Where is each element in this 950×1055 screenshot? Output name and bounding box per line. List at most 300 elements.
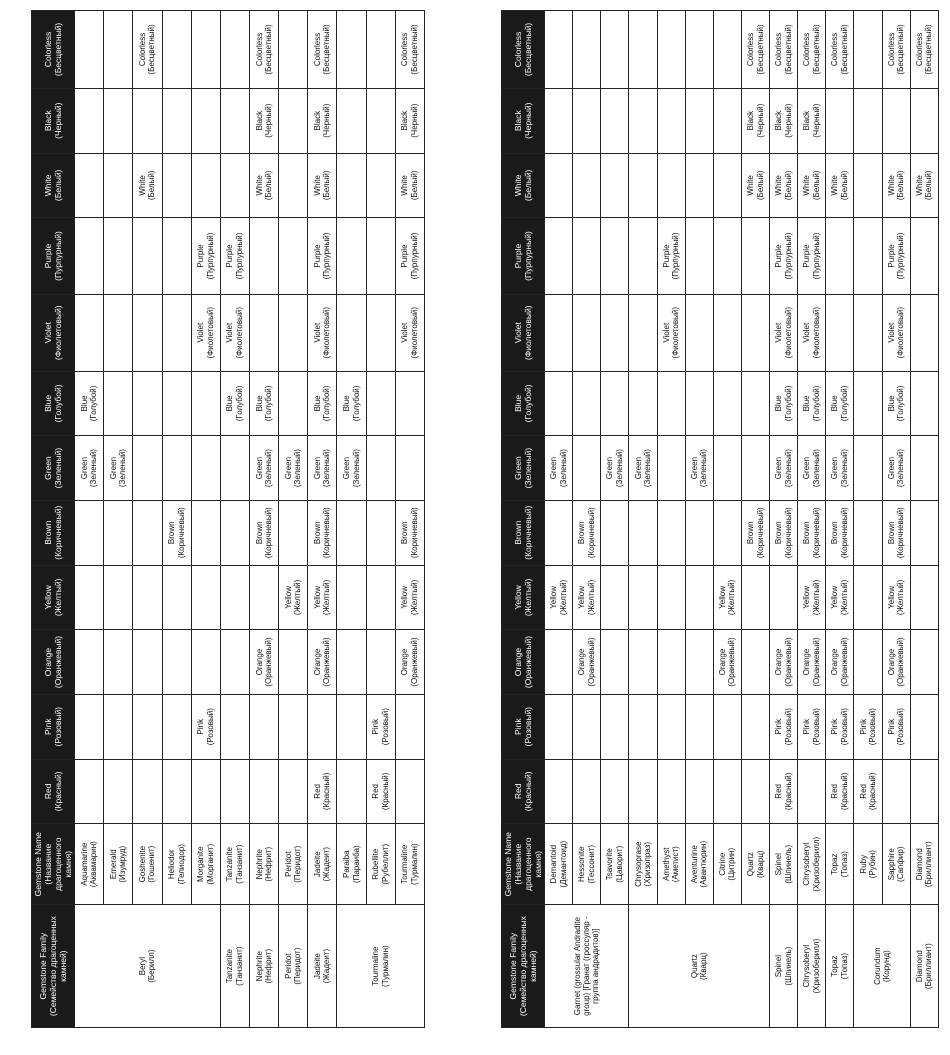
color-cell <box>629 630 657 695</box>
gemstone-name-translation: (Гессонит) <box>586 844 596 884</box>
color-name: Violet <box>886 322 896 343</box>
table-row <box>308 11 337 1028</box>
color-name: Pink <box>802 718 812 735</box>
color-name: Green <box>633 456 643 480</box>
table-row <box>685 11 713 1028</box>
color-cell <box>545 88 573 153</box>
color-name-translation: (Бесцветный) <box>896 24 906 75</box>
color-cell <box>854 630 882 695</box>
color-cell <box>826 759 854 824</box>
color-name: Black <box>746 110 756 131</box>
color-cell <box>882 694 910 759</box>
color-name-translation: (Белый) <box>839 170 849 201</box>
column-header <box>32 565 75 630</box>
column-header-translation: (Оранжевый) <box>523 635 534 689</box>
color-cell <box>220 500 249 565</box>
color-cell <box>162 88 191 153</box>
color-cell <box>545 565 573 630</box>
color-cell <box>910 694 938 759</box>
gemstone-family-name: Chrysoberyl <box>802 944 812 988</box>
color-name-translation: (Оранжевый) <box>783 637 793 687</box>
color-cell <box>573 294 601 371</box>
color-cell <box>337 436 366 501</box>
color-name-translation: (Коричневый) <box>586 507 596 559</box>
color-name: Brown <box>577 521 587 545</box>
color-cell <box>250 565 279 630</box>
color-cell <box>826 565 854 630</box>
column-header-label: Violet <box>43 322 54 344</box>
gemstone-name-cell <box>601 824 629 905</box>
color-cell <box>685 759 713 824</box>
gemstone-name-translation: (Хризоберилл) <box>811 836 821 892</box>
gemstone-name-cell <box>713 824 741 905</box>
color-name-translation: (Оранжевый) <box>811 637 821 687</box>
color-cell <box>75 153 104 218</box>
header-row <box>502 11 545 1028</box>
gemstone-name-cell <box>162 824 191 905</box>
column-header <box>502 630 545 695</box>
color-name: Brown <box>167 521 177 545</box>
color-name: Yellow <box>283 585 293 609</box>
color-name: Yellow <box>577 585 587 609</box>
color-name-translation: (Зеленый) <box>89 449 99 488</box>
color-name-translation: (Желтый) <box>558 579 568 616</box>
gemstone-name-cell <box>250 824 279 905</box>
column-header-label: Gemstone Family <box>508 932 518 1000</box>
color-name-translation: (Пурпурный) <box>671 232 681 280</box>
color-name-translation: (Розовый) <box>839 708 849 746</box>
column-header-translation: (Желтый) <box>523 578 534 617</box>
color-name-translation: (Пурпурный) <box>896 232 906 280</box>
color-cell <box>279 88 308 153</box>
gemstone-name-cell <box>685 824 713 905</box>
column-header-translation: (Красный) <box>53 771 64 812</box>
gemstone-name-cell <box>337 824 366 905</box>
color-cell <box>162 294 191 371</box>
color-name: Purple <box>312 244 322 268</box>
color-name: Red <box>312 784 322 799</box>
color-name-translation: (Фиолетовый) <box>322 306 332 359</box>
column-header <box>32 630 75 695</box>
color-cell <box>366 218 395 295</box>
color-cell <box>366 759 395 824</box>
color-name-translation: (Черный) <box>264 103 274 138</box>
color-cell <box>308 694 337 759</box>
color-cell <box>545 218 573 295</box>
color-name-translation: (Белый) <box>755 170 765 201</box>
color-name: Purple <box>400 244 410 268</box>
color-cell <box>741 371 769 436</box>
color-cell <box>770 694 798 759</box>
table-row <box>657 11 685 1028</box>
table-row <box>220 11 249 1028</box>
gemstone-name-translation: (Рубеллит) <box>380 843 390 885</box>
table-row <box>910 11 938 1028</box>
color-cell <box>104 218 133 295</box>
color-cell <box>545 694 573 759</box>
color-cell <box>395 436 424 501</box>
color-cell <box>133 694 162 759</box>
gemstone-name-cell <box>770 824 798 905</box>
color-cell <box>910 500 938 565</box>
gemstone-family-translation: (Турмалин) <box>380 945 390 987</box>
color-cell <box>573 11 601 89</box>
color-cell <box>308 294 337 371</box>
table-row <box>854 11 882 1028</box>
color-cell <box>104 371 133 436</box>
gemstone-family-name: Nephrite <box>254 951 264 982</box>
column-header <box>502 371 545 436</box>
column-header-translation: (Зеленый) <box>523 447 534 489</box>
gemstone-family-cell <box>910 905 938 1028</box>
color-name-translation: (Розовый) <box>811 708 821 746</box>
color-cell <box>573 153 601 218</box>
color-cell <box>337 371 366 436</box>
gemstone-family-cell <box>770 905 798 1028</box>
color-name: Black <box>254 110 264 131</box>
gemstone-name: Diamond <box>914 848 924 881</box>
color-cell <box>133 565 162 630</box>
color-cell <box>657 436 685 501</box>
gemstone-name-cell <box>133 824 162 905</box>
color-cell <box>104 88 133 153</box>
header-row <box>32 11 75 1028</box>
gemstone-name: Jadeite <box>312 851 322 878</box>
column-header <box>502 294 545 371</box>
color-name-translation: (Оранжевый) <box>586 637 596 687</box>
color-name: White <box>914 175 924 196</box>
gemstone-name-cell <box>910 824 938 905</box>
color-cell <box>162 565 191 630</box>
color-cell <box>854 759 882 824</box>
color-name: Brown <box>830 521 840 545</box>
color-cell <box>395 630 424 695</box>
color-cell <box>741 88 769 153</box>
gemstone-name-translation: (Кварц) <box>755 850 765 879</box>
color-name-translation: (Зеленый) <box>896 449 906 488</box>
gemstone-name: Tsavorite <box>605 848 615 881</box>
column-header-translation: (Фиолетовый) <box>53 305 64 361</box>
color-cell <box>770 11 798 89</box>
color-name-translation: (Оранжевый) <box>839 637 849 687</box>
gemstone-name-translation: (Жадеит) <box>322 846 332 882</box>
table-row <box>104 11 133 1028</box>
column-header-label: White <box>513 174 524 197</box>
column-header-translation: (Голубой) <box>523 384 534 423</box>
gemstone-name-cell <box>104 824 133 905</box>
color-name: Red <box>371 784 381 799</box>
color-name-translation: (Коричневый) <box>176 507 186 559</box>
color-cell <box>685 294 713 371</box>
color-cell <box>657 759 685 824</box>
color-cell <box>133 500 162 565</box>
color-cell <box>133 294 162 371</box>
color-name: Violet <box>400 322 410 343</box>
color-cell <box>741 218 769 295</box>
color-name: White <box>138 175 148 196</box>
color-cell <box>337 630 366 695</box>
column-header <box>32 694 75 759</box>
color-cell <box>826 500 854 565</box>
color-name-translation: (Розовый) <box>868 708 877 746</box>
column-header-label: Gemstone Name <box>33 832 43 897</box>
color-cell <box>75 759 104 824</box>
color-name-translation: (Бесцветный) <box>264 24 274 75</box>
gemstone-table <box>31 10 425 1028</box>
color-cell <box>573 759 601 824</box>
color-name: Purple <box>196 244 206 268</box>
color-cell <box>337 153 366 218</box>
column-header-translation: (Зеленый) <box>53 447 64 489</box>
color-name: Yellow <box>717 585 727 609</box>
color-cell <box>685 11 713 89</box>
gemstone-family-name: Beryl <box>138 957 148 976</box>
color-cell <box>75 11 104 89</box>
gemstone-family-cell <box>220 905 249 1028</box>
color-name-translation: (Зеленый) <box>839 449 849 488</box>
color-cell <box>573 218 601 295</box>
gemstone-family-cell <box>629 905 770 1028</box>
color-cell <box>629 371 657 436</box>
gemstone-name-translation: (Шпинель) <box>783 844 793 884</box>
color-cell <box>250 759 279 824</box>
gemstone-family-name: Diamond <box>914 950 924 983</box>
color-name-translation: (Зеленый) <box>699 449 709 488</box>
column-header <box>502 759 545 824</box>
color-cell <box>854 153 882 218</box>
color-name-translation: (Пурпурный) <box>205 232 215 280</box>
color-cell <box>279 218 308 295</box>
color-name: White <box>254 175 264 196</box>
column-header-label: Colorless <box>43 31 54 68</box>
column-header-label: Yellow <box>43 585 54 610</box>
table-row <box>366 11 395 1028</box>
column-header <box>502 694 545 759</box>
color-cell <box>685 436 713 501</box>
color-name-translation: (Пурпурный) <box>409 232 419 280</box>
color-name-translation: (Черный) <box>783 103 793 138</box>
color-name-translation: (Фиолетовый) <box>409 306 419 359</box>
column-header <box>502 88 545 153</box>
table-row <box>882 11 910 1028</box>
color-name: Purple <box>802 244 812 268</box>
color-cell <box>573 500 601 565</box>
color-cell <box>191 500 220 565</box>
color-cell <box>220 218 249 295</box>
gemstone-family-name: Corundum <box>872 947 882 985</box>
color-cell <box>191 218 220 295</box>
color-name: Yellow <box>400 585 410 609</box>
gemstone-name-cell <box>279 824 308 905</box>
gemstone-name: Paraiba <box>342 850 352 879</box>
color-cell <box>826 294 854 371</box>
column-header-translation: (Оранжевый) <box>53 635 64 689</box>
color-cell <box>798 218 826 295</box>
color-cell <box>162 218 191 295</box>
gemstone-name-translation: (Аквамарин) <box>89 841 99 888</box>
column-header <box>502 153 545 218</box>
color-cell <box>882 153 910 218</box>
gemstone-name-translation: (Гошенит) <box>147 845 157 883</box>
color-cell <box>910 630 938 695</box>
column-header-label: Purple <box>513 243 524 269</box>
gemstone-family-name: Quartz <box>689 954 699 979</box>
column-header-label: Red <box>43 783 54 800</box>
column-header-translation: (Фиолетовый) <box>523 305 534 361</box>
color-cell <box>798 436 826 501</box>
column-header-label: Pink <box>513 718 524 735</box>
column-header-translation: (Красный) <box>523 771 534 812</box>
color-cell <box>133 759 162 824</box>
color-cell <box>798 759 826 824</box>
color-cell <box>657 218 685 295</box>
color-cell <box>910 371 938 436</box>
table-row <box>798 11 826 1028</box>
color-name-translation: (Голубой) <box>839 385 849 422</box>
color-name: Green <box>283 456 293 480</box>
column-header-label: Purple <box>43 243 54 269</box>
color-name-translation: (Желтый) <box>586 579 596 616</box>
color-name: Orange <box>802 648 812 676</box>
color-cell <box>573 694 601 759</box>
gemstone-name-translation: (Турмалин) <box>409 843 419 886</box>
color-cell <box>337 88 366 153</box>
color-cell <box>191 759 220 824</box>
color-name-translation: (Желтый) <box>811 579 821 616</box>
color-cell <box>882 11 910 89</box>
gemstone-family-translation: (Берилл) <box>147 949 157 983</box>
color-name: Pink <box>858 718 868 735</box>
color-cell <box>366 153 395 218</box>
color-cell <box>395 88 424 153</box>
color-name-translation: (Зеленый) <box>264 449 274 488</box>
color-cell <box>629 500 657 565</box>
gemstone-name: Ruby <box>858 854 868 874</box>
table-row <box>573 11 601 1028</box>
color-cell <box>220 759 249 824</box>
color-cell <box>279 630 308 695</box>
column-header <box>502 218 545 295</box>
color-name: Black <box>774 110 784 131</box>
color-cell <box>657 11 685 89</box>
color-name: Violet <box>802 322 812 343</box>
color-name: Yellow <box>886 585 896 609</box>
color-cell <box>366 630 395 695</box>
color-cell <box>104 436 133 501</box>
color-name-translation: (Бесцветный) <box>839 24 849 75</box>
color-cell <box>545 436 573 501</box>
color-cell <box>279 11 308 89</box>
color-name-translation: (Фиолетовый) <box>671 306 681 359</box>
color-name: Pink <box>196 718 206 735</box>
column-header-label: Yellow <box>513 585 524 610</box>
gemstone-family-cell <box>826 905 854 1028</box>
color-name: Purple <box>886 244 896 268</box>
color-cell <box>250 500 279 565</box>
color-cell <box>162 371 191 436</box>
color-cell <box>770 500 798 565</box>
color-cell <box>770 294 798 371</box>
color-cell <box>308 630 337 695</box>
color-name: Yellow <box>802 585 812 609</box>
gemstone-family-translation: (Танзанит) <box>234 946 244 986</box>
color-cell <box>657 500 685 565</box>
color-cell <box>133 88 162 153</box>
color-name-translation: (Голубой) <box>234 385 244 422</box>
color-name-translation: (Фиолетовый) <box>234 306 244 359</box>
gemstone-family-cell <box>798 905 826 1028</box>
column-header <box>502 905 545 1028</box>
color-name-translation: (Оранжевый) <box>409 637 419 687</box>
column-header-label: Blue <box>43 394 54 412</box>
color-cell <box>75 565 104 630</box>
column-header-translation: (Белый) <box>53 169 64 202</box>
table-row <box>337 11 366 1028</box>
color-name: White <box>312 175 322 196</box>
color-name-translation: (Бесцветный) <box>811 24 821 75</box>
color-cell <box>713 371 741 436</box>
color-cell <box>220 436 249 501</box>
column-header-label: Brown <box>43 520 54 545</box>
color-name-translation: (Голубой) <box>264 385 274 422</box>
gemstone-family-cell <box>75 905 221 1028</box>
color-name: Green <box>108 456 118 480</box>
column-header-translation: (Голубой) <box>53 384 64 423</box>
color-cell <box>741 153 769 218</box>
color-cell <box>366 694 395 759</box>
color-cell <box>279 294 308 371</box>
color-name-translation: (Фиолетовый) <box>811 306 821 359</box>
color-cell <box>741 500 769 565</box>
color-cell <box>308 218 337 295</box>
color-cell <box>685 88 713 153</box>
color-name: Green <box>689 456 699 480</box>
color-cell <box>910 436 938 501</box>
color-cell <box>713 88 741 153</box>
color-cell <box>545 153 573 218</box>
color-cell <box>854 11 882 89</box>
color-name: Blue <box>79 395 89 412</box>
color-cell <box>191 153 220 218</box>
color-name-translation: (Голубой) <box>89 385 99 422</box>
color-cell <box>573 565 601 630</box>
column-header <box>502 500 545 565</box>
color-cell <box>685 630 713 695</box>
column-header-translation: (Черный) <box>523 102 534 139</box>
color-cell <box>250 218 279 295</box>
color-name: Green <box>774 456 784 480</box>
color-cell <box>220 294 249 371</box>
color-name-translation: (Зеленый) <box>811 449 821 488</box>
table-row <box>250 11 279 1028</box>
color-cell <box>250 371 279 436</box>
color-cell <box>133 371 162 436</box>
color-name-translation: (Фиолетовый) <box>205 306 215 359</box>
color-cell <box>337 218 366 295</box>
color-cell <box>713 294 741 371</box>
color-name-translation: (Бесцветный) <box>147 24 157 75</box>
color-cell <box>337 11 366 89</box>
color-cell <box>366 565 395 630</box>
color-cell <box>308 11 337 89</box>
color-name-translation: (Коричневый) <box>783 507 793 559</box>
column-header <box>32 759 75 824</box>
color-cell <box>882 565 910 630</box>
color-cell <box>395 500 424 565</box>
column-header <box>32 88 75 153</box>
color-cell <box>308 500 337 565</box>
color-name: Green <box>342 456 352 480</box>
